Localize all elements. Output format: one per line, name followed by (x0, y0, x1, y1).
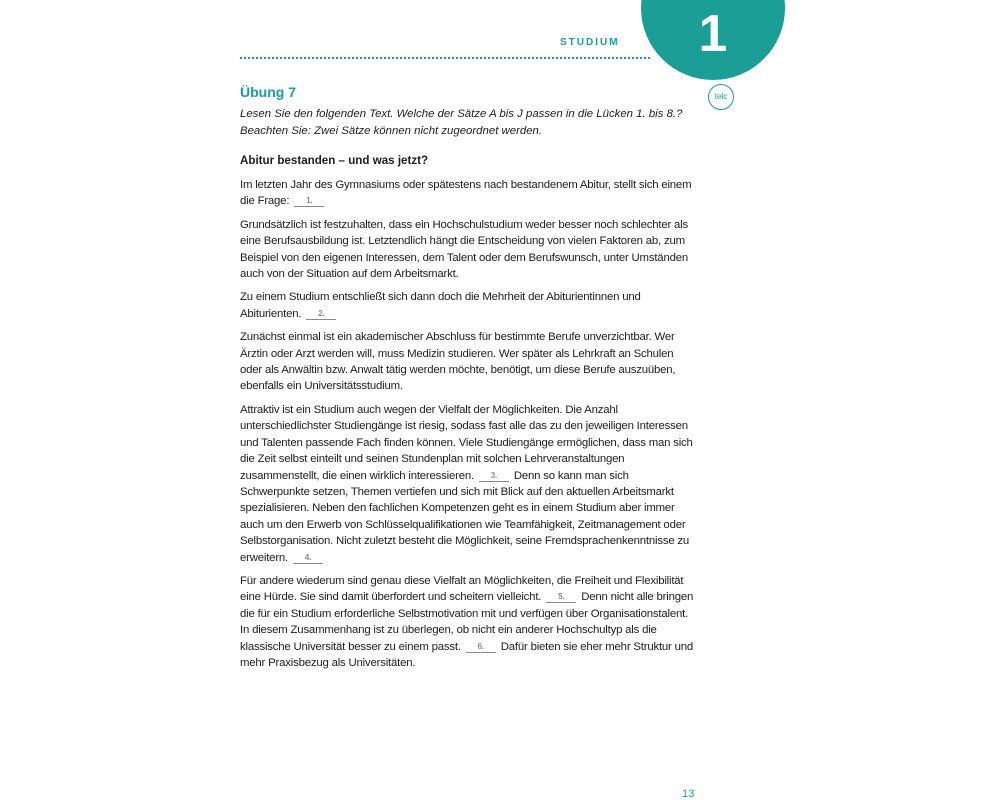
paragraph-text: Zunächst einmal ist ein akademischer Abschluss für bestimmte Berufe unverzichtbar. Wer Ärztin oder Arzt werden will, muss Medizin studieren. Wer später als Lehrkraft an Schulen oder als Anwältin bzw. Anwalt tätig werden möchte, benötigt, um diese Berufe auszuüben, ebenfalls ein Universitätsstudium. (240, 331, 676, 393)
paragraph-text: Dafür bieten sie eher mehr Struktur und mehr Praxisbezug als Universitäten. (240, 640, 694, 669)
gap-3: 3. (479, 471, 509, 482)
paragraph-4 (240, 329, 695, 395)
paragraph-6 (240, 573, 695, 671)
gap-2: 2. (306, 309, 336, 320)
paragraph-5 (240, 402, 695, 566)
telc-badge: telc (708, 84, 734, 110)
paragraph-text: Denn nicht alle bringen die für ein Studium erforderliche Selbstmotivation mit und verfügen über Organisationstalent. In diesem Zusammenhang ist zu überlegen, ob nicht ein anderer Hochschultyp als die klassische Universität besser zu einem passt. (240, 591, 694, 653)
reading-text (240, 177, 695, 678)
gap-6: 6. (466, 642, 496, 653)
section-label: STUDIUM (560, 37, 620, 48)
page-number: 13 (682, 788, 695, 800)
chapter-number: 1 (698, 5, 728, 63)
paragraph-text: Im letzten Jahr des Gymnasiums oder spätestens nach bestandenem Abitur, stellt sich einem die Frage: (240, 179, 692, 208)
gap-1: 1. (294, 196, 324, 207)
header-divider (240, 57, 650, 59)
paragraph-2 (240, 217, 695, 283)
paragraph-text: Zu einem Studium entschließt sich dann doch die Mehrheit der Abiturientinnen und Abiturienten. (240, 291, 641, 320)
paragraph-text: Grundsätzlich ist festzuhalten, dass ein Hochschulstudium weder besser noch schlechter als eine Berufsausbildung ist. Letztendlich hängt die Entscheidung von vielen Faktoren ab, zum Beispiel von den eigenen Interessen, dem Talent oder dem Berufswunsch, unter Umständen auch von der Situation auf dem Arbeitsmarkt. (240, 218, 688, 281)
exercise-instructions: Lesen Sie den folgenden Text. Welche der Sätze A bis J passen in die Lücken 1. bis 8.? Beachten Sie: Zwei Sätze können nicht zugeordnet werden. (240, 108, 683, 137)
paragraph-text: Für andere wiederum sind genau diese Vielfalt an Möglichkeiten, die Freiheit und Flexibilität eine Hürde. Sie sind damit überfordert und scheitern vielleicht. (240, 574, 684, 604)
paragraph-1 (240, 177, 695, 210)
paragraph-text: Attraktiv ist ein Studium auch wegen der Vielfalt der Möglichkeiten. Die Anzahl unterschiedlichster Studiengänge ist riesig, sodass fast alle das zu den jeweiligen Interessen und Talenten passende Fach finden können. Viele Studiengänge ermöglichen, dass man sich die Zeit selbst einteilt und seinen Stundenplan mit solchen Lehrveranstaltungen zusammenstellt, die einen wirklich interessieren. (240, 403, 693, 482)
exercise-title: Übung 7 (240, 84, 296, 100)
gap-4: 4. (293, 553, 323, 564)
paragraph-3 (240, 289, 695, 322)
paragraph-text: Denn so kann man sich Schwerpunkte setzen, Themen vertiefen und sich mit Blick auf den aktuellen Arbeitsmarkt spezialisieren. Neben den fachlichen Kompetenzen geht es in einem Studium aber immer auch um den Erwerb von Schlüsselqualifikationen wie Teamfähigkeit, Zeitmanagement oder Selbstorganisation. Nicht zuletzt besteht die Möglichkeit, seine Fremdsprachenkenntnisse zu erweitern. (240, 469, 690, 564)
text-title: Abitur bestanden – und was jetzt? (240, 154, 429, 167)
gap-5: 5. (546, 592, 576, 603)
